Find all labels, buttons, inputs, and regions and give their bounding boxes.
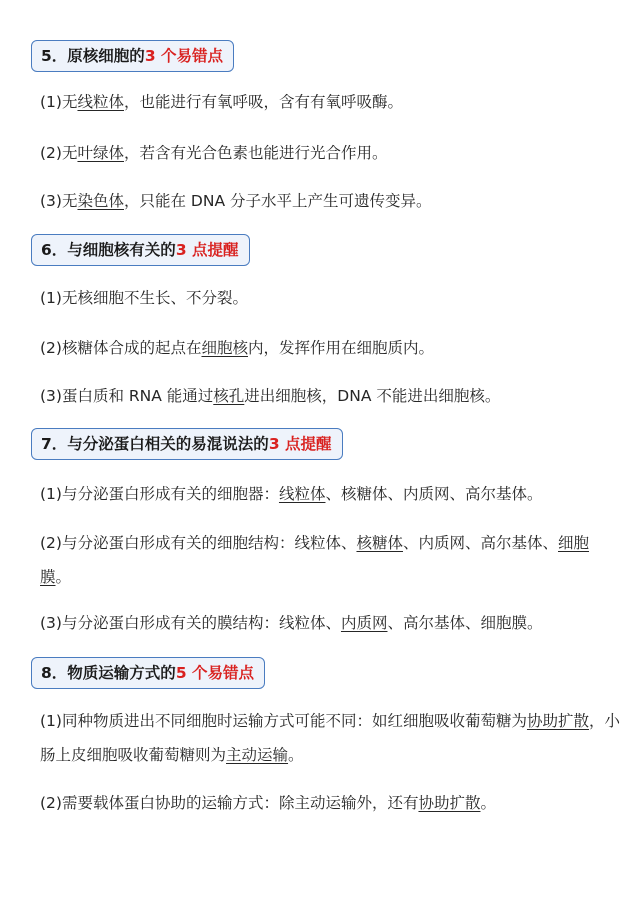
section-number: 6．: [41, 241, 68, 259]
section-7-header: [31, 428, 343, 460]
paragraph-text: (3)无: [40, 192, 78, 210]
underlined-keyword: 叶绿体: [77, 144, 124, 162]
underlined-keyword: 细胞核: [201, 339, 248, 357]
section-number: 5．: [41, 47, 68, 65]
underlined-keyword: 内质网: [340, 614, 388, 632]
section-5-item-1: [40, 88, 620, 116]
paragraph-text: 。: [480, 794, 496, 812]
paragraph-text: 、高尔基体、细胞膜。: [387, 614, 543, 632]
paragraph-text: (3)蛋白质和 RNA 能通过: [40, 387, 214, 405]
paragraph-text: ，也能进行有氧呼吸，含有有氧呼吸酶。: [123, 93, 403, 111]
paragraph-text: (2)需要载体蛋白协助的运输方式：除主动运输外，还有: [40, 794, 419, 812]
section-5-item-2: [40, 139, 620, 167]
paragraph-text: 、核糖体、内质网、高尔基体。: [325, 485, 543, 503]
paragraph-text: 。: [55, 568, 72, 586]
header-highlight: 5 个易错点: [175, 664, 254, 682]
section-8-header: [31, 657, 265, 689]
header-text: 物质运输方式的: [67, 664, 176, 682]
section-8-item-2: [40, 789, 620, 817]
paragraph-text: (1)无核细胞不生长、不分裂。: [40, 289, 248, 307]
underlined-keyword: 协助扩散: [526, 712, 589, 730]
header-text: 原核细胞的: [67, 47, 145, 65]
section-7-item-1: [40, 480, 620, 508]
section-6-header: [31, 234, 250, 266]
paragraph-text: (3)与分泌蛋白形成有关的膜结构：线粒体、: [40, 614, 341, 632]
underlined-keyword: 主动运输: [226, 746, 289, 764]
paragraph-text: 、内质网、高尔基体、: [402, 534, 558, 552]
paragraph-text: (2)无: [40, 144, 78, 162]
section-7-item-3: [40, 609, 620, 637]
header-text: 与分泌蛋白相关的易混说法的: [67, 435, 269, 453]
paragraph-text: 内，发挥作用在细胞质内。: [247, 339, 434, 357]
section-6-item-3: [40, 382, 620, 410]
paragraph-text: 进出细胞核，DNA 不能进出细胞核。: [244, 387, 501, 405]
paragraph-text: ，只能在 DNA 分子水平上产生可遗传变异。: [123, 192, 432, 210]
underlined-keyword: 线粒体: [77, 93, 124, 111]
paragraph-text: (2)与分泌蛋白形成有关的细胞结构：线粒体、: [40, 534, 357, 552]
header-text: 与细胞核有关的: [67, 241, 176, 259]
underlined-keyword: 细胞膜: [40, 534, 590, 586]
underlined-keyword: 核糖体: [356, 534, 403, 552]
paragraph-text: 。: [288, 746, 304, 764]
paragraph-text: ，若含有光合色素也能进行光合作用。: [123, 144, 388, 162]
paragraph-text: (1)同种物质进出不同细胞时运输方式可能不同：如红细胞吸收葡萄糖为: [40, 712, 527, 730]
underlined-keyword: 线粒体: [278, 485, 326, 503]
header-highlight: 3 个易错点: [144, 47, 223, 65]
section-number: 7．: [41, 435, 68, 453]
underlined-keyword: 核孔: [213, 387, 245, 405]
paragraph-text: (2)核糖体合成的起点在: [40, 339, 202, 357]
section-5-header: [31, 40, 234, 72]
paragraph-text: ，小肠上皮细胞吸收葡萄糖则为: [40, 712, 620, 764]
section-6-item-1: [40, 284, 620, 312]
paragraph-text: (1)无: [40, 93, 78, 111]
underlined-keyword: 协助扩散: [418, 794, 481, 812]
paragraph-text: (1)与分泌蛋白形成有关的细胞器：: [40, 485, 279, 503]
section-6-item-2: [40, 334, 620, 362]
section-number: 8．: [41, 664, 68, 682]
section-7-item-2: [40, 526, 620, 594]
header-highlight: 3 点提醒: [175, 241, 239, 259]
section-8-item-1: [40, 704, 620, 772]
header-highlight: 3 点提醒: [268, 435, 332, 453]
underlined-keyword: 染色体: [77, 192, 124, 210]
section-5-item-3: [40, 187, 620, 215]
